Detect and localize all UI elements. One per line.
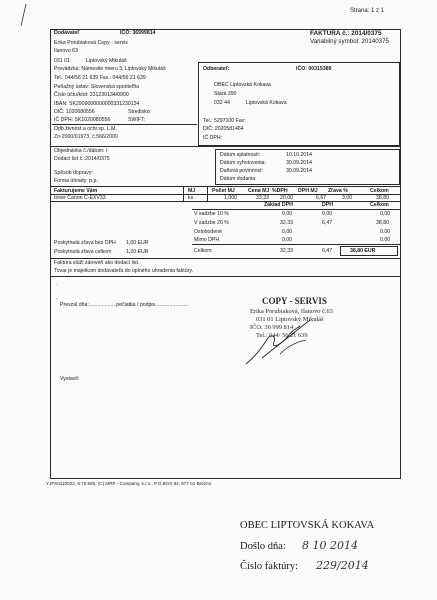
page-label: Strana: 1 z 1 (350, 8, 385, 14)
issue-date-label: Dátum vyhotovenia: (220, 160, 266, 166)
summary-row-vat: 0,00 (322, 211, 333, 217)
stamp-line: Tel.: 044/ 56 21 639 (256, 332, 308, 339)
customer-phone: Tel.: 5297100 Fax: (203, 118, 246, 124)
discount-no-vat-label: Poskytnutá zľava bez DPH (54, 240, 116, 246)
summary-row-total: 0,00 (380, 237, 391, 243)
col-header-vat-unit: DPH MJ (298, 188, 318, 194)
supplier-label: Dodávateľ (54, 30, 80, 36)
supplier-office: Prevádzka: Námestie mieru 3, Liptovský Mikuláš (54, 66, 166, 72)
supplier-iban: IBAN: SK2909000000000331230134 (54, 101, 140, 107)
order-number: Objednávka č./dátum: / (54, 148, 108, 154)
supplier-swift: SWIFT: (128, 117, 145, 123)
summary-row-base: 0,00 (282, 229, 293, 235)
due-date: 10.10.2014 (286, 152, 312, 158)
corner-tick-mark (8, 2, 28, 28)
discount-total: 1,20 EUR (126, 249, 149, 255)
supplier-dic: DIČ: 1020080556 (54, 109, 95, 115)
supplier-center: Stredisko: (128, 109, 152, 115)
item-total: 38,80 (376, 195, 389, 201)
item-discount: 3,00 (342, 195, 353, 201)
customer-ic-dph: IČ DPH: (203, 135, 223, 141)
payment-method: Forma úhrady: p.p. (54, 178, 98, 184)
issue-date: 30.09.2014 (286, 160, 312, 166)
item-qty: 1,000 (224, 195, 237, 201)
summary-row-label: Mimo DPH (194, 237, 220, 243)
received-date-value: 8 10 2014 (302, 539, 358, 552)
software-footer: YJFS0110022, 6.70.683, (C) MRP - Company, s.r.o., P.O.BOX 94, 977 01 Brezno (46, 481, 212, 486)
variable-symbol: Variabilný symbol: 20140375 (310, 38, 389, 45)
frame-right (400, 29, 401, 479)
col-header-vat-rate: %DPH (272, 188, 288, 194)
customer-label: Odberateľ: (203, 66, 230, 72)
item-vat-rate: 20,00 (280, 195, 293, 201)
discount-total-label: Poskytnutá zľava celkom (54, 249, 112, 255)
supplier-phone: Tel.: 044/56 21 639 Fax.: 044/56 21 639 (54, 75, 146, 81)
summary-header-total: Celkom (370, 202, 389, 208)
customer-name: OBEC Liptovská Kokava (214, 82, 271, 88)
note-invoice-as-delivery: Faktúra slúži zároveň ako dodací list. (54, 260, 140, 266)
summary-header-vat: DPH (322, 202, 333, 208)
customer-dic: DIČ: 2020581464 (203, 126, 244, 132)
supplier-ic-dph: IČ DPH: SK1020080556 (54, 117, 111, 123)
item-vat-unit: 6,67 (316, 195, 327, 201)
col-header-item: Fakturujeme Vám (54, 188, 98, 194)
frame-top (50, 29, 400, 30)
delivery-note: Dodací list č.:2014/0375 (54, 156, 110, 162)
summary-row-base: 0,00 (282, 237, 293, 243)
col-header-price: Cena MJ (248, 188, 270, 194)
col-header-total: Celkom (370, 188, 389, 194)
frame-left (50, 29, 51, 479)
summary-row-vat: 6,47 (322, 220, 333, 226)
received-date-label: Došlo dňa: (240, 541, 286, 552)
summary-row-total: 0,00 (380, 229, 391, 235)
supplier-street: Ilanovo 63 (54, 48, 78, 54)
transport-method: Spôsob dopravy: (54, 170, 93, 176)
supplier-register-no: Zo-2000/01973, č.566/2000 (54, 134, 118, 140)
supplier-bank: Peňažný ústav: Slovenská sporiteľňa (54, 84, 140, 90)
supplier-city: Liptovský Mikuláš (86, 58, 127, 64)
item-name: toner Canon C-EXV33 (54, 195, 106, 201)
customer-street: Stará 390 (214, 91, 237, 97)
supplier-register: Odb.živnost.a ochr.sp. L.M. (54, 126, 117, 132)
due-date-label: Dátum splatnosti: (220, 152, 261, 158)
summary-row-total: 38,80 (376, 220, 389, 226)
frame-bottom (50, 478, 400, 479)
document-title: FAKTÚRA č.: 2014/0375 (310, 30, 382, 37)
customer-city: Liptovská Kokava (246, 100, 287, 106)
customer-ico: IČO: 00315389 (296, 66, 332, 72)
discount-no-vat: 1,00 EUR (126, 240, 149, 246)
summary-row-base: 0,00 (282, 211, 293, 217)
tax-date: 30.09.2014 (286, 168, 312, 174)
invoice-number-value: 229/2014 (316, 559, 369, 572)
stamp-line: Erika Porubiaková, Ilanovo č.63 (250, 308, 333, 315)
note-ownership: Tovar je majetkom dodávateľa do úplného uhradenia faktúry. (54, 268, 193, 274)
summary-row-base: 32,33 (280, 220, 293, 226)
supplier-account: Číslo účtu/kód: 331230134/0900 (54, 92, 129, 98)
summary-row-label: V sadzbe 10 % (194, 211, 229, 217)
stamp-line: 031 01 Liptovský Mikuláš (256, 316, 324, 323)
supplier-name: Erika Porubiaková Copy - servis (54, 40, 128, 46)
summary-row-label: V sadzbe 20 % (194, 220, 229, 226)
delivery-date-label: Dátum dodania: (220, 176, 257, 182)
summary-row-total: 0,00 (380, 211, 391, 217)
col-header-qty: Počet MJ (212, 188, 235, 194)
signature (240, 314, 320, 374)
received-by: Prevzal dňa:...................pečiatka / podpis....................... (60, 302, 189, 308)
summary-total-vat: 6,47 (322, 248, 333, 254)
supplier-ico: IČO: 36999814 (120, 30, 156, 36)
summary-header-base: Základ DPH (264, 202, 293, 208)
customer-zip: 032 44 (214, 100, 230, 106)
summary-total-amount: 38,80 EUR (350, 248, 376, 254)
stamp-title: COPY - SERVIS (262, 296, 327, 306)
tax-date-label: Daňová povinnosť: (220, 168, 264, 174)
supplier-zip: 031 01 (54, 58, 70, 64)
receipt-title: OBEC LIPTOVSKÁ KOKAVA (240, 520, 375, 531)
summary-row-label: Oslobodené (194, 229, 222, 235)
item-price: 33,33 (256, 195, 269, 201)
summary-total-base: 32,33 (280, 248, 293, 254)
col-header-unit: MJ (188, 188, 196, 194)
item-unit: ks (188, 195, 194, 201)
stamp-line: IČO: 36 999 814 (250, 324, 294, 331)
invoice-number-label: Číslo faktúry: (240, 561, 299, 572)
summary-total-label: Celkom (194, 248, 212, 254)
issued-by-label: Vystavil: (60, 376, 80, 382)
col-header-discount: Zľava % (328, 188, 348, 194)
